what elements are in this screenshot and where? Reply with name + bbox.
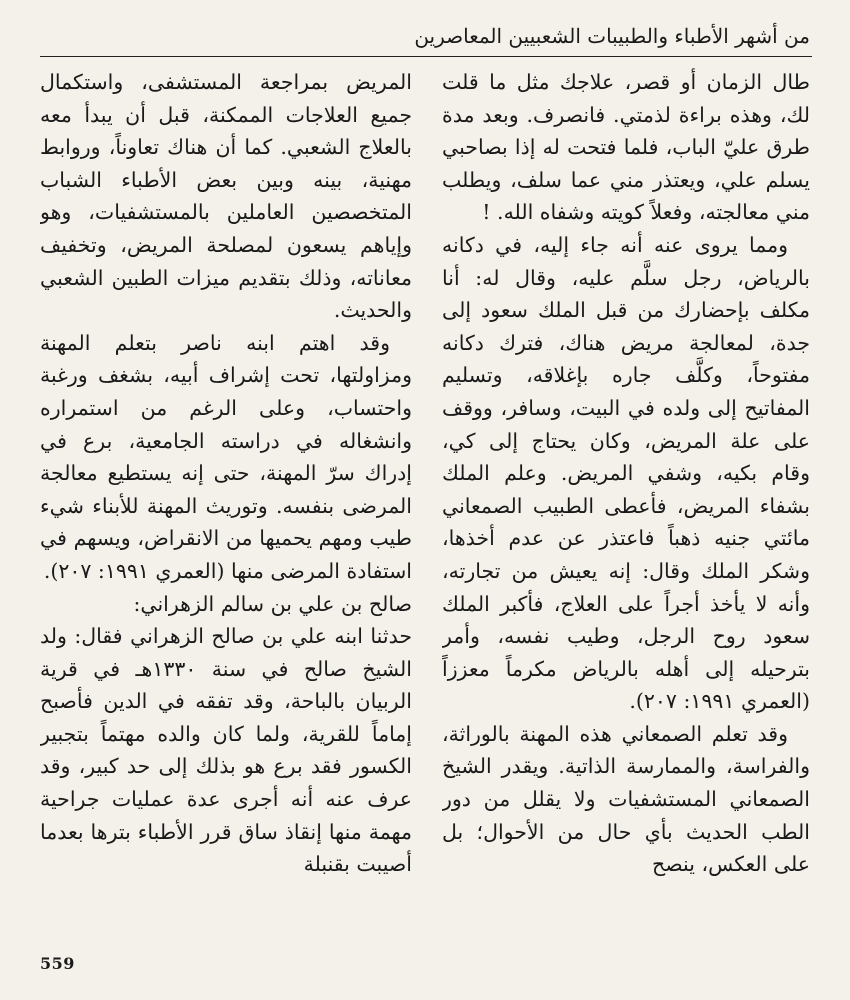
right-text-column	[442, 66, 810, 946]
header-rule	[40, 56, 812, 57]
right-paragraph-2: ومما يروى عنه أنه جاء إليه، في دكانه بالرياض، رجل سلَّم عليه، وقال له: أنا مكلف بإحضارك من قبل الملك سعود إلى جدة، لمعالجة مريض هناك، فترك دكانه مفتوحاً، وكلَّف جاره بإغلاقه، وتسليم المفاتيح إلى ولده في البيت، وسافر، ووقف على علة المريض، وكان يحتاج إلى كي، وقام بكيه، وشفي المريض. وعلم الملك بشفاء المريض، فأعطى الطبيب الصمعاني مائتي جنيه ذهباً فاعتذر عن عدم أخذها، وشكر الملك وقال: إنه يعيش من تجارته، وأنه لا يأخذ أجراً على العلاج، فأكبر الملك سعود روح الرجل، وطيب نفسه، وأمر بترحيله إلى أهله بالرياض مكرماً معززاً (العمري ١٩٩١: ٢٠٧).	[442, 232, 810, 714]
running-head: من أشهر الأطباء والطبيبات الشعبيين المعاصرين	[414, 24, 810, 48]
left-paragraph-1: المريض بمراجعة المستشفى، واستكمال جميع العلاجات الممكنة، قبل أن يبدأ معه بالعلاج الشعبي. كما أن هناك تعاوناً، وروابط مهنية، بينه وبين بعض الأطباء الشباب المتخصصين العاملين بالمستشفيات، وهو وإياهم يسعون لمصلحة المريض، وتخفيف معاناته، وذلك بتقديم ميزات الطبين الشعبي والحديث.	[40, 70, 412, 323]
left-paragraph-2: وقد اهتم ابنه ناصر بتعلم المهنة ومزاولتها، تحت إشراف أبيه، بشغف ورغبة واحتساب، وعلى الرغم من استمراره وانشغاله في دراسته الجامعية، برع في إدراك سرّ المهنة، حتى إنه يستطيع معالجة المرضى بنفسه. وتوريث المهنة للأبناء شيء طيب ومهم يحميها من الانقراض، ويسهم في استفادة المرضى منها (العمري ١٩٩١: ٢٠٧).	[40, 330, 412, 583]
left-text-column	[40, 66, 412, 946]
left-paragraph-4: حدثنا ابنه علي بن صالح الزهراني فقال: ولد الشيخ صالح في سنة ١٣٣٠هـ في قرية الربيان بالباحة، وقد تفقه في الدين فأصبح إماماً للقرية، ولما كان والده مهتماً بتجبير الكسور فقد برع هو بذلك إلى حد كبير، وقد عرف عنه أنه أجرى عدة عمليات جراحية مهمة منها إنقاذ ساق قرر الأطباء بترها بعدما أصيبت بقنبلة	[40, 624, 412, 877]
section-heading: صالح بن علي بن سالم الزهراني:	[133, 591, 412, 616]
right-paragraph-1: طال الزمان أو قصر، علاجك مثل ما قلت لك، وهذه براءة لذمتي. فانصرف. وبعد مدة طرق عليّ الباب، فلما فتحت له إذا بصاحبي يسلم علي، ويعتذر مني عما سلف، ويطلب مني معالجته، وفعلاً كويته وشفاه الله. !	[442, 70, 810, 225]
right-paragraph-3: وقد تعلم الصمعاني هذه المهنة بالوراثة، والفراسة، والممارسة الذاتية. ويقدر الشيخ الصمعاني المستشفيات ولا يقلل من دور الطب الحديث بأي حال من الأحوال؛ بل على العكس، ينصح	[442, 721, 810, 877]
page-number: 559	[40, 954, 75, 973]
